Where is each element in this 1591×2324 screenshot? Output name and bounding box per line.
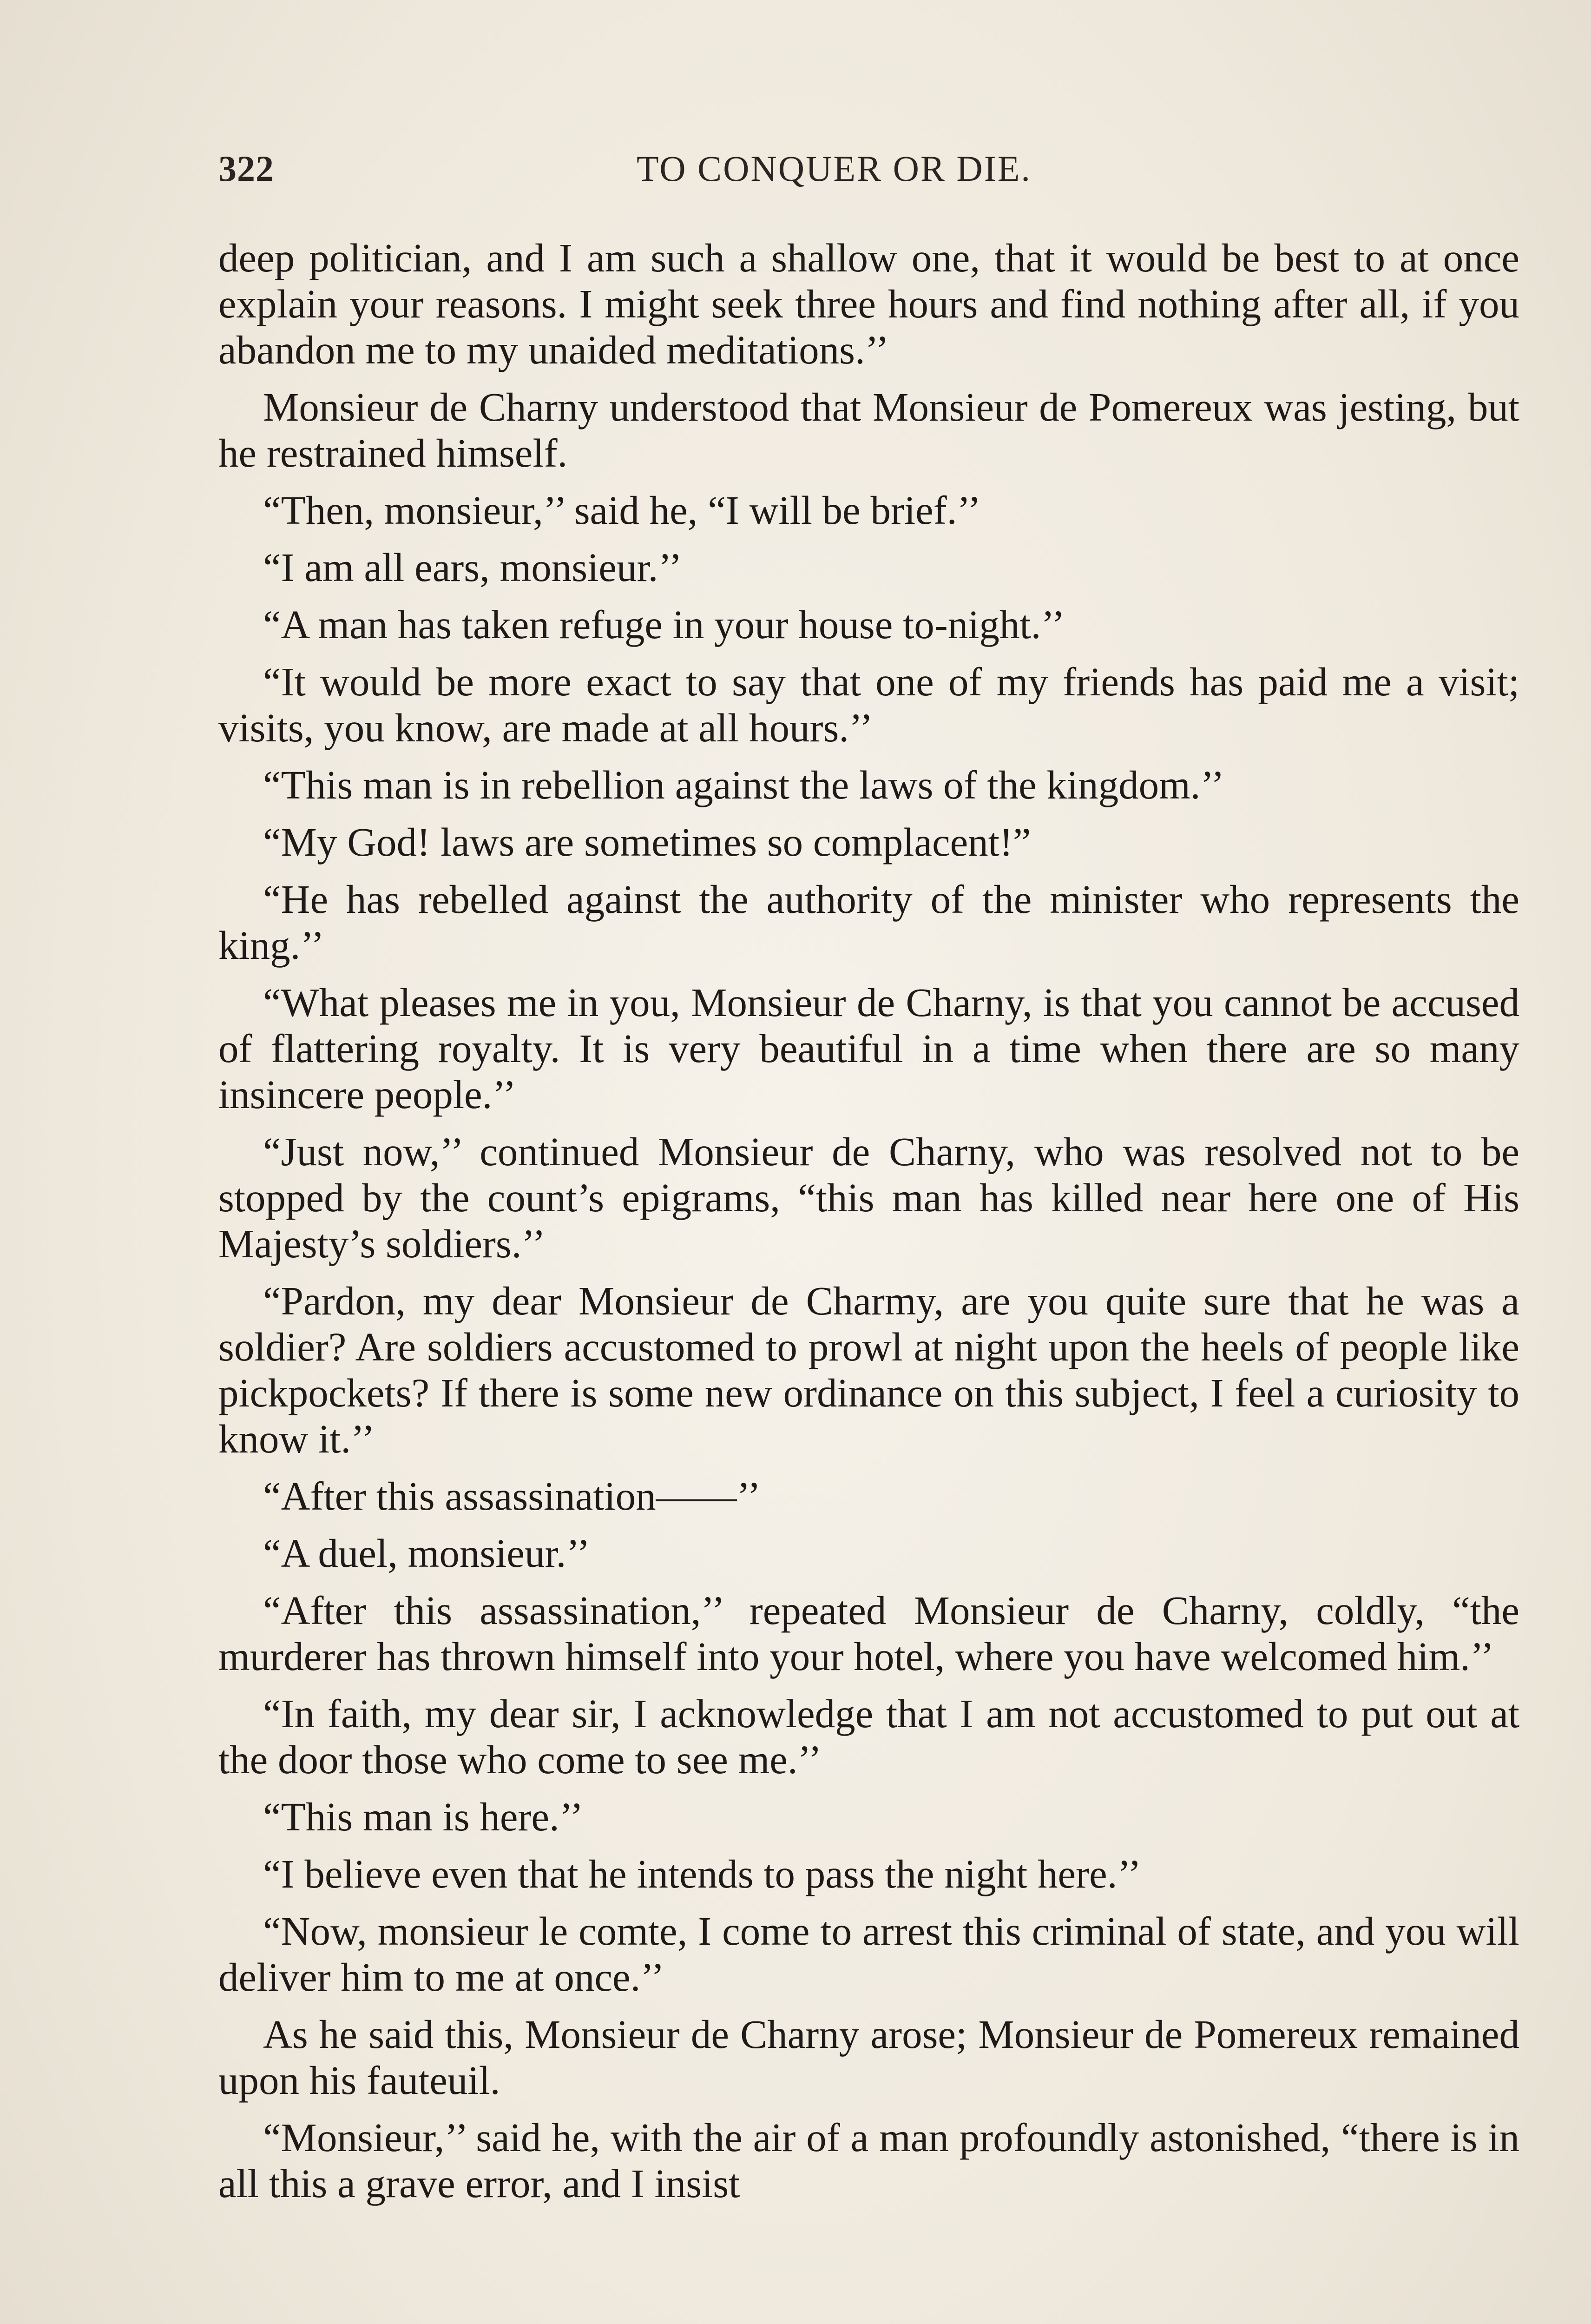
paragraph: “Pardon, my dear Monsieur de Charmy, are you quite sure that he was a soldier? Are soldiers accustomed to prowl at night upon the heels of people like pickpockets? If there is some new ordinance on this subject, I feel a curiosity to know it.’’ — [218, 1278, 1519, 1461]
running-title: TO CONQUER OR DIE. — [637, 148, 1032, 189]
paragraph: “It would be more exact to say that one of my friends has paid me a visit; visits, you know, are made at all hours.’’ — [218, 659, 1519, 750]
paragraph: “In faith, my dear sir, I acknowledge that I am not accustomed to put out at the door those who come to see me.’’ — [218, 1691, 1519, 1782]
page-header — [218, 148, 1519, 199]
paragraph: “This man is in rebellion against the laws of the kingdom.’’ — [263, 762, 1225, 807]
paragraph: “Then, monsieur,’’ said he, “I will be brief.’’ — [263, 488, 981, 533]
paragraph: “What pleases me in you, Monsieur de Charny, is that you cannot be accused of flattering royalty. It is very beautiful in a time when there are so many insincere people.’’ — [218, 980, 1519, 1117]
paragraph: “I am all ears, monsieur.’’ — [263, 545, 682, 590]
paragraph: “A duel, monsieur.’’ — [263, 1531, 590, 1576]
paragraph: “My God! laws are sometimes so complacent!” — [263, 819, 1031, 865]
paragraph: “A man has taken refuge in your house to-night.’’ — [263, 602, 1065, 647]
paragraph: “After this assassination——’’ — [263, 1473, 761, 1519]
body-text — [218, 235, 1519, 2218]
paragraph: “He has rebelled against the authority of the minister who represents the king.’’ — [218, 877, 1519, 968]
paragraph: “Monsieur,’’ said he, with the air of a man profoundly astonished, “there is in all this a grave error, and I insist — [218, 2115, 1519, 2206]
paragraph: deep politician, and I am such a shallow one, that it would be best to at once explain your reasons. I might seek three hours and find nothing after all, if you abandon me to my unaided meditations.’’ — [218, 235, 1519, 372]
paragraph: As he said this, Monsieur de Charny arose; Monsieur de Pomereux remained upon his fauteuil. — [218, 2012, 1519, 2103]
page-number: 322 — [218, 148, 274, 189]
paragraph: “I believe even that he intends to pass the night here.’’ — [263, 1851, 1141, 1896]
paragraph: “This man is here.’’ — [263, 1794, 584, 1839]
paragraph: “Now, monsieur le comte, I come to arrest this criminal of state, and you will deliver him to me at once.’’ — [218, 1908, 1519, 2000]
paragraph: “Just now,’’ continued Monsieur de Charny, who was resolved not to be stopped by the count’s epigrams, “this man has killed near here one of His Majesty’s soldiers.’’ — [218, 1129, 1519, 1266]
paragraph: “After this assassination,’’ repeated Monsieur de Charny, coldly, “the murderer has thrown himself into your hotel, where you have welcomed him.’’ — [218, 1588, 1519, 1679]
paragraph: Monsieur de Charny understood that Monsieur de Pomereux was jesting, but he restrained himself. — [218, 384, 1519, 475]
